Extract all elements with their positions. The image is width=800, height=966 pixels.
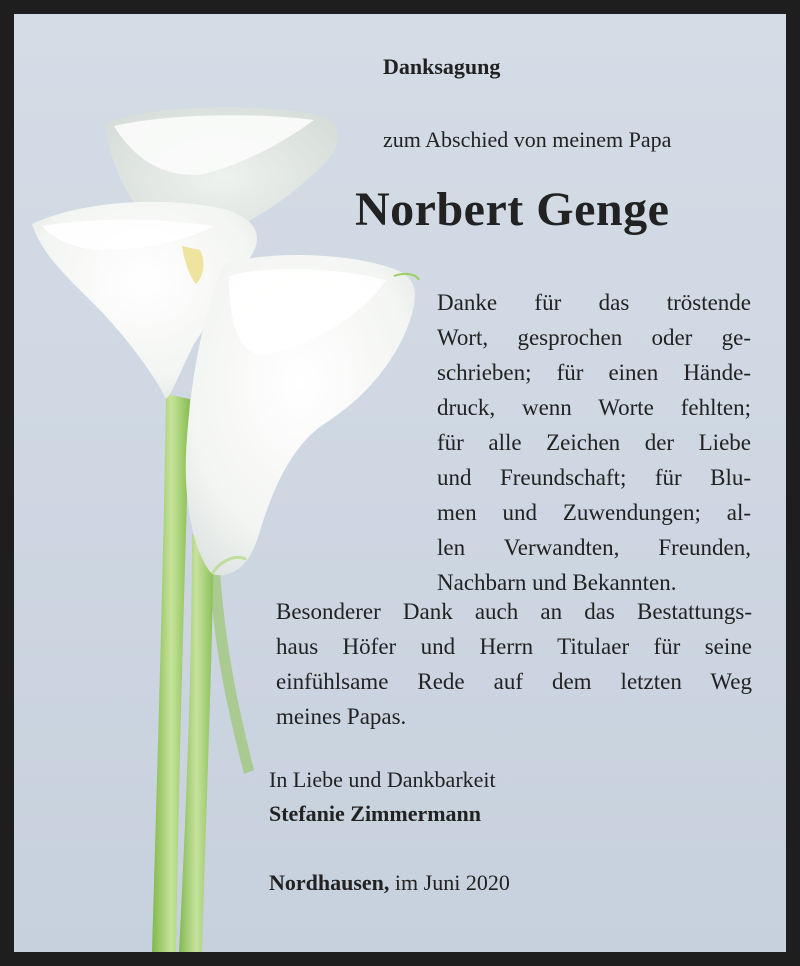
thanks-line: druck, wenn Worte fehlten; bbox=[437, 395, 751, 420]
thanks-line: Nachbarn und Bekannten. bbox=[437, 570, 677, 595]
signer-name: Stefanie Zimmermann bbox=[269, 801, 482, 826]
notice-subheading: zum Abschied von meinem Papa bbox=[383, 127, 672, 152]
thanks-line: len Verwandten, Freunden, bbox=[437, 535, 751, 560]
notice-date: im Juni 2020 bbox=[389, 870, 510, 895]
thanks-line: Danke für das tröstende bbox=[437, 290, 751, 315]
thanks-line: und Freundschaft; für Blu- bbox=[437, 465, 751, 490]
thanks-line: men und Zuwendungen; al- bbox=[437, 500, 751, 525]
special-thanks-line: haus Höfer und Herrn Titulaer für seine bbox=[276, 634, 752, 659]
place-date bbox=[269, 870, 510, 896]
deceased-name: Norbert Genge bbox=[355, 183, 670, 236]
closing-phrase: In Liebe und Dankbarkeit bbox=[269, 767, 496, 792]
notice-heading: Danksagung bbox=[383, 54, 501, 79]
thanks-line: Wort, gesprochen oder ge- bbox=[437, 325, 751, 350]
special-thanks-line: Besonderer Dank auch an das Bestattungs- bbox=[276, 599, 752, 624]
thanks-line: für alle Zeichen der Liebe bbox=[437, 430, 751, 455]
thanks-line: schrieben; für einen Hände- bbox=[437, 360, 751, 385]
special-thanks-line: einfühlsame Rede auf dem letzten Weg bbox=[276, 669, 752, 694]
special-thanks-line: meines Papas. bbox=[276, 704, 407, 729]
place-name: Nordhausen, bbox=[269, 870, 390, 895]
